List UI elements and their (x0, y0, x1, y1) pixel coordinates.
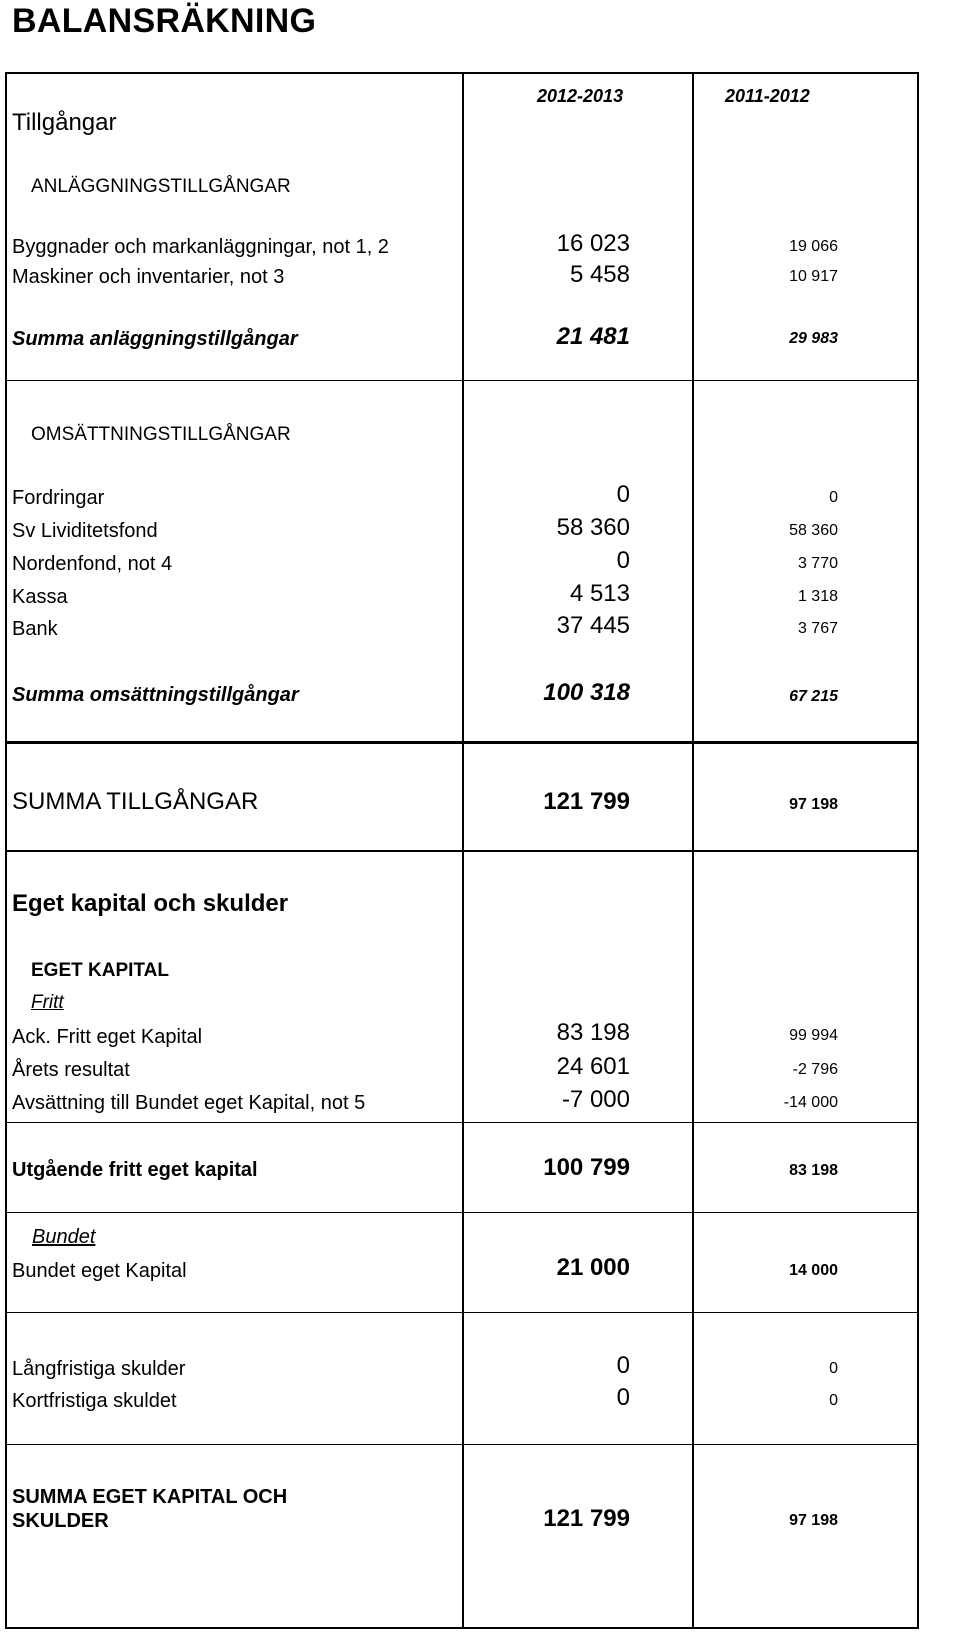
page-title: BALANSRÄKNING (12, 2, 317, 40)
subheading-omsattningstillgangar: OMSÄTTNINGSTILLGÅNGAR (31, 424, 291, 445)
subtotal-label: Utgående fritt eget kapital (12, 1159, 258, 1181)
row-value-2012-2013: 21 000 (556, 1254, 630, 1281)
subheading-anlaggningstillgangar: ANLÄGGNINGSTILLGÅNGAR (31, 176, 291, 197)
row-value-2012-2013: 24 601 (556, 1053, 630, 1080)
row-label: Nordenfond, not 4 (12, 553, 173, 575)
total-assets-2011-2012: 97 198 (789, 796, 838, 813)
table-border-top (5, 72, 919, 74)
row-value-2011-2012: 19 066 (789, 238, 838, 255)
subtotal-value-2011-2012: 29 983 (789, 330, 838, 347)
row-label: Kassa (12, 586, 68, 608)
section-heading-tillgangar: Tillgångar (12, 109, 117, 136)
row-value-2011-2012: 58 360 (789, 522, 838, 539)
row-value-2011-2012: -2 796 (792, 1061, 838, 1078)
row-label: Byggnader och markanläggningar, not 1, 2 (12, 236, 389, 258)
row-value-2011-2012: 99 994 (789, 1027, 838, 1044)
row-value-2011-2012: 3 770 (797, 555, 838, 572)
row-value-2012-2013: 0 (616, 1352, 630, 1379)
rule (5, 1122, 919, 1123)
row-label: Bundet eget Kapital (12, 1260, 187, 1282)
row-value-2011-2012: 14 000 (789, 1262, 838, 1279)
row-value-2012-2013: 0 (616, 481, 630, 508)
total-assets-label: SUMMA TILLGÅNGAR (12, 788, 259, 815)
row-value-2011-2012: 0 (829, 1392, 838, 1409)
rule (5, 741, 919, 744)
row-label: Årets resultat (12, 1059, 130, 1081)
subtotal-value-2011-2012: 67 215 (789, 688, 838, 705)
row-value-2011-2012: 0 (829, 1360, 838, 1377)
row-value-2012-2013: 5 458 (569, 261, 630, 288)
row-label: Maskiner och inventarier, not 3 (12, 266, 285, 288)
row-value-2011-2012: -14 000 (783, 1094, 838, 1111)
subheading-fritt: Fritt (31, 992, 64, 1013)
rule (5, 850, 919, 852)
row-label: Fordringar (12, 487, 105, 509)
subheading-bundet: Bundet (32, 1226, 96, 1248)
row-value-2012-2013: 4 513 (569, 580, 630, 607)
subtotal-value-2012-2013: 100 799 (543, 1154, 630, 1181)
rule (5, 1212, 919, 1213)
row-value-2012-2013: -7 000 (561, 1086, 630, 1113)
row-value-2012-2013: 0 (616, 1384, 630, 1411)
rule (5, 380, 919, 381)
row-label: Ack. Fritt eget Kapital (12, 1026, 203, 1048)
subtotal-value-2011-2012: 83 198 (789, 1162, 838, 1179)
row-value-2012-2013: 37 445 (556, 612, 630, 639)
subtotal-label: Summa anläggningstillgångar (12, 328, 298, 350)
subtotal-value-2012-2013: 21 481 (556, 323, 630, 350)
section-heading-eget-kapital-och-skulder: Eget kapital och skulder (12, 890, 289, 917)
rule (5, 1444, 919, 1445)
row-label: Bank (12, 618, 58, 640)
row-value-2012-2013: 58 360 (556, 514, 630, 541)
subtotal-value-2012-2013: 100 318 (543, 679, 630, 706)
row-value-2011-2012: 1 318 (797, 588, 838, 605)
subheading-eget-kapital: EGET KAPITAL (31, 960, 169, 981)
row-label: Kortfristiga skuldet (12, 1390, 177, 1412)
table-border-bottom (5, 1627, 919, 1629)
row-value-2011-2012: 0 (829, 489, 838, 506)
total-equity-liabilities-label-line2: SKULDER (12, 1510, 109, 1532)
row-value-2012-2013: 16 023 (556, 230, 630, 257)
row-value-2012-2013: 83 198 (556, 1019, 630, 1046)
row-value-2012-2013: 0 (616, 547, 630, 574)
row-value-2011-2012: 3 767 (797, 620, 838, 637)
row-value-2011-2012: 10 917 (789, 268, 838, 285)
row-label: Avsättning till Bundet eget Kapital, not 5 (12, 1092, 366, 1114)
row-label: Långfristiga skulder (12, 1358, 186, 1380)
row-label: Sv Lividitetsfond (12, 520, 158, 542)
total-equity-liabilities-2011-2012: 97 198 (789, 1512, 838, 1529)
total-assets-2012-2013: 121 799 (543, 788, 630, 815)
rule (5, 1312, 919, 1313)
column-header-2012-2013: 2012-2013 (537, 86, 624, 106)
total-equity-liabilities-2012-2013: 121 799 (543, 1505, 630, 1532)
subtotal-label: Summa omsättningstillgångar (12, 684, 299, 706)
total-equity-liabilities-label-line1: SUMMA EGET KAPITAL OCH (12, 1486, 288, 1508)
column-header-2011-2012: 2011-2012 (725, 86, 810, 106)
